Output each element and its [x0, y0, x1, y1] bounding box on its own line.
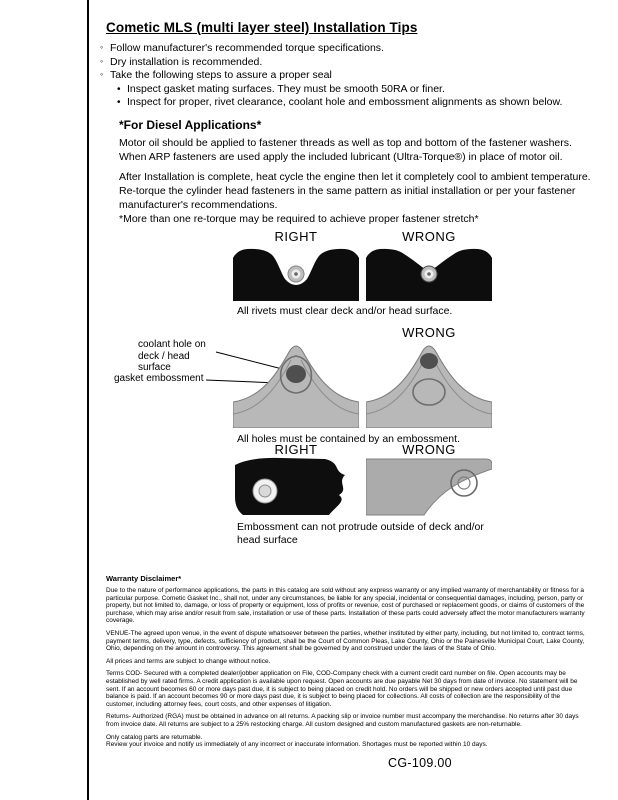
tip-item: [100, 69, 590, 83]
embossment-contain-wrong-diagram: [366, 340, 492, 428]
rivet-icon: [288, 266, 304, 282]
warranty-paragraph: Returns- Authorized (RGA) must be obtained in advance on all returns. A packing slip or invoice number must accompany the merchandise. No returns after 30 days from invoice date. All returns are subject to a 25% restocking charge. All custom designed and custom manufactured gaskets are non-returnable.: [106, 713, 579, 728]
embossment-edge-right-diagram: [233, 457, 359, 517]
circle-bullet-icon: [100, 56, 110, 70]
row1-caption: All rivets must clear deck and/or head surface.: [237, 305, 453, 317]
circle-bullet-icon: [100, 69, 110, 83]
warranty-paragraph: Terms COD- Secured with a completed dealer/jobber application on File, COD-Company check with a current credit card number on file. Open accounts may be established by well rated firms. A credit application is available upon request. Open accounts are due payable Net 30 days from date of invoice. No statement will be sent. If an account becomes 60 or more days past due, it is subject to being placed on credit hold. No orders will be shipped or new orders accepted until past due balance is paid. If an account becomes 90 or more days past due, it is subject to being placed for collections. All costs of collection are the responsibility of the customer, including attorney fees, court costs, and other expenses of litigation.: [106, 670, 578, 708]
warranty-heading: Warranty Disclaimer*: [106, 574, 182, 583]
row3-right-label: RIGHT: [274, 442, 318, 457]
tip-subitem-text: Inspect for proper, rivet clearance, coolant hole and embossment alignments as shown below.: [127, 96, 563, 108]
row2-caption: All holes must be contained by an embossment.: [237, 433, 460, 445]
diesel-paragraph-1: Motor oil should be applied to fastener threads as well as top and bottom of the fastener washers. When ARP fasteners are used apply the included lubricant (Ultra-Torque®) in place of motor oil.: [119, 137, 572, 163]
dot-bullet-icon: [117, 96, 127, 110]
rivet-clear-wrong-svg: [366, 246, 492, 301]
embossment-contain-right-svg: [233, 340, 359, 428]
tip-item-text: Dry installation is recommended.: [110, 55, 263, 68]
page-title: Cometic MLS (multi layer steel) Installation Tips: [106, 20, 418, 35]
tip-item: [100, 56, 590, 70]
coolant-hole-icon: [286, 365, 306, 383]
tip-item-text: Take the following steps to assure a proper seal: [110, 69, 332, 81]
row3-caption: Embossment can not protrude outside of deck and/or head surface: [237, 521, 484, 546]
installation-tips-list: [100, 42, 590, 110]
row1-wrong-label: WRONG: [402, 229, 456, 244]
rivet-clear-wrong-diagram: [366, 246, 492, 301]
page-edge-line: [87, 0, 89, 800]
diesel-applications-heading: *For Diesel Applications*: [119, 118, 262, 132]
embossed-hole-icon: [253, 479, 277, 503]
row1-right-label: RIGHT: [274, 229, 318, 244]
coolant-hole-icon: [420, 353, 438, 369]
embossment-contain-wrong-svg: [366, 340, 492, 428]
tip-item-text: Follow manufacturer's recommended torque specifications.: [110, 42, 384, 54]
warranty-paragraph: Due to the nature of performance applications, the parts in this catalog are sold without any express warranty or any implied warranty of merchantability or fitness for a particular purpose. Cometic Gasket Inc., shall not, under any circumstances, be liable for any special, incidental or consequential damages, including, person, party or property, but not limited to, damage, or loss of property or equipment, loss of profits or revenue, cost of purchased or replacement goods, or claims of customers of the purchase, which may arise and/or result from sale, installation or use of these parts. Installation of these parts could adversely affect the motor manufacturers warranty coverage.: [106, 587, 585, 625]
warranty-paragraph: VENUE-The agreed upon venue, in the event of dispute whatsoever between the parties, whether instituted by either party, including, but not limited to, contract terms, payment terms, delivery, type, defects, sufficiency of product, shall be the Court of Common Pleas, Lake County, Ohio or the Painesville Municipal Court, Lake County, Ohio, depending on the amount in controversy. This agreement shall be governed by and construed under the laws of the State of Ohio.: [106, 629, 585, 653]
coolant-hole-label: coolant hole on deck / head surface: [138, 339, 206, 373]
warranty-paragraph: Review your invoice and notify us immediately of any incorrect or inaccurate information. Shortages must be reported within 10 days.: [106, 741, 488, 749]
row3-wrong-label: WRONG: [402, 442, 456, 457]
retorque-note: *More than one re-torque may be required to achieve proper fastener stretch*: [119, 213, 479, 225]
tip-subitem: [117, 96, 590, 110]
embossment-edge-right-svg: [233, 457, 359, 517]
diesel-paragraph-2: After Installation is complete, heat cycle the engine then let it completely cool to ambient temperature. Re-torque the cylinder head fasteners in the same pattern as initial installation or per your fastener manufacturer's recommendations.: [119, 171, 591, 211]
rivet-icon: [421, 266, 437, 282]
tip-sublist: [117, 83, 590, 110]
tip-item: [100, 42, 590, 56]
warranty-paragraph: Only catalog parts are returnable.: [106, 733, 203, 741]
embossment-contain-right-diagram: [233, 340, 359, 428]
gasket-embossment-label: gasket embossment: [114, 373, 204, 384]
embossment-edge-wrong-diagram: [366, 457, 492, 517]
page-code: CG-109.00: [388, 756, 452, 770]
dot-bullet-icon: [117, 83, 127, 97]
tip-subitem-text: Inspect gasket mating surfaces. They must be smooth 50RA or finer.: [127, 82, 445, 95]
rivet-clear-right-svg: [233, 246, 359, 301]
tip-subitem: [117, 83, 590, 97]
warranty-disclaimer-section: [106, 574, 585, 754]
circle-bullet-icon: [100, 42, 110, 56]
warranty-paragraph: All prices and terms are subject to change without notice.: [106, 657, 271, 665]
embossment-edge-wrong-svg: [366, 457, 492, 517]
rivet-clear-right-diagram: [233, 246, 359, 301]
row2-wrong-label: WRONG: [402, 325, 456, 340]
